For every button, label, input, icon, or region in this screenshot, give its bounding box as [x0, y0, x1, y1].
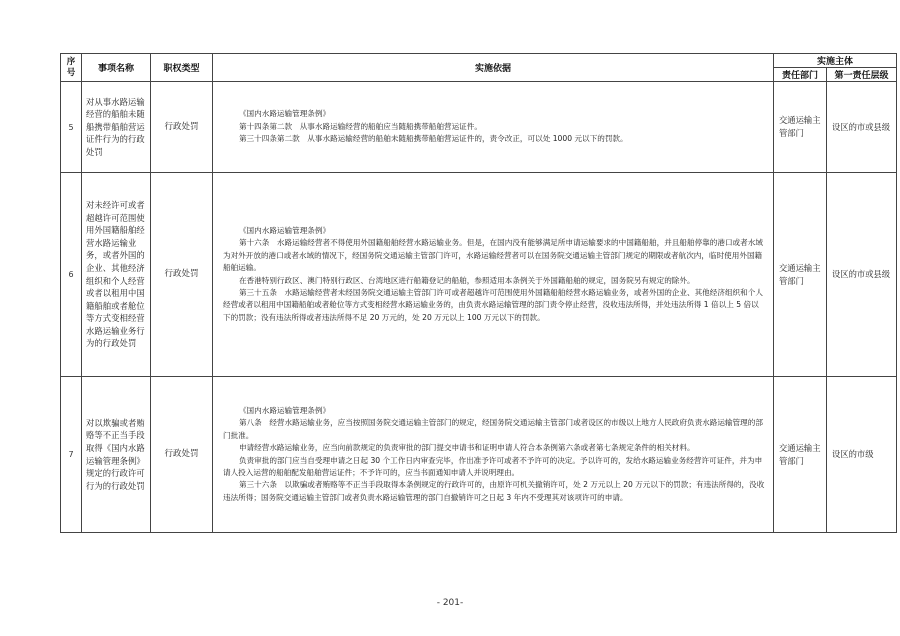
table-row [61, 82, 897, 173]
row-power-type: 行政处罚 [151, 82, 213, 173]
basis-paragraph: 第三十五条 水路运输经营者未经国务院交通运输主管部门许可或者超越许可范围使用外国籍船舶经营水路运输业务，或者外国的企业、其他经济组织和个人经营或者以租用中国籍船舶或者舱位等方式变相经营水路运输业务的，由负责水路运输管理的部门责令停止经营，没收违法所得，并处违法所得 1 倍以上 5 倍以下的罚款；没有违法所得或者违法所得不足 20 万元的，处 20 万元以上 100 万元以下的罚款。 [223, 287, 763, 322]
basis-title: 《国内水路运输管理条例》 [238, 109, 331, 119]
basis-paragraph: 负责审批的部门应当自受理申请之日起 30 个工作日内审查完毕，作出准予许可或者不予许可的决定。予以许可的，发给水路运输业务经营许可证件，并为申请人投入运营的船舶配发船舶营运证件；不予许可的，应当书面通知申请人并说明理由。 [223, 455, 763, 477]
header-basis: 实施依据 [213, 54, 774, 82]
row-basis [213, 173, 774, 377]
header-first-level: 第一责任层级 [827, 68, 897, 82]
row-seq: 5 [61, 82, 82, 173]
header-row-1 [61, 54, 897, 68]
row-responsible-dept: 交通运输主管部门 [774, 377, 827, 533]
header-subject: 实施主体 [774, 54, 897, 68]
header-responsible-dept: 责任部门 [774, 68, 827, 82]
row-first-level: 设区的市或县级 [827, 173, 897, 377]
row-first-level: 设区的市级 [827, 377, 897, 533]
row-responsible-dept: 交通运输主管部门 [774, 82, 827, 173]
row-power-type: 行政处罚 [151, 173, 213, 377]
row-item-name: 对未经许可或者超越许可范围使用外国籍船舶经营水路运输业务，或者外国的企业、其他经济组织和个人经营或者以租用中国籍船舶或者舱位等方式变相经营水路运输业务行为的行政处罚 [82, 173, 151, 377]
row-seq: 7 [61, 377, 82, 533]
row-first-level: 设区的市或县级 [827, 82, 897, 173]
header-item-name: 事项名称 [82, 54, 151, 82]
row-power-type: 行政处罚 [151, 377, 213, 533]
row-item-name: 对从事水路运输经营的船舶未随船携带船舶营运证件行为的行政处罚 [82, 82, 151, 173]
row-basis [213, 82, 774, 173]
table-row [61, 173, 897, 377]
page-number: - 201- [436, 598, 464, 608]
row-item-name: 对以欺骗或者贿赂等不正当手段取得《国内水路运输管理条例》规定的行政许可行为的行政处罚 [82, 377, 151, 533]
basis-paragraph: 申请经营水路运输业务，应当向前款规定的负责审批的部门提交申请书和证明申请人符合本条例第六条或者第七条规定条件的相关材料。 [238, 443, 695, 453]
row-responsible-dept: 交通运输主管部门 [774, 173, 827, 377]
header-seq: 序号 [61, 54, 82, 82]
basis-paragraph: 第三十六条 以欺骗或者贿赂等不正当手段取得本条例规定的行政许可的，由原许可机关撤销许可，处 2 万元以上 20 万元以下的罚款；有违法所得的，没收违法所得；国务院交通运输主管部门或者负责水路运输管理的部门自撤销许可之日起 3 年内不受理其对该项许可的申请。 [223, 480, 765, 502]
row-basis [213, 377, 774, 533]
header-power-type: 职权类型 [151, 54, 213, 82]
basis-paragraph: 第十六条 水路运输经营者不得使用外国籍船舶经营水路运输业务。但是，在国内没有能够满足所申请运输要求的中国籍船舶，并且船舶停靠的港口或者水域为对外开放的港口或者水域的情况下，经国务院交通运输主管部门许可，水路运输经营者可以在国务院交通运输主管部门规定的期限或者航次内，临时使用外国籍船舶运输。 [223, 238, 763, 273]
power-list-table [60, 53, 897, 533]
basis-title: 《国内水路运输管理条例》 [238, 225, 331, 235]
row-seq: 6 [61, 173, 82, 377]
basis-paragraph: 在香港特别行政区、澳门特别行政区、台湾地区进行船籍登记的船舶，参照适用本条例关于外国籍船舶的规定，国务院另有规定的除外。 [238, 275, 695, 285]
basis-paragraph: 第十四条第二款 从事水路运输经营的船舶应当随船携带船舶营运证件。 [238, 121, 482, 131]
table-row [61, 377, 897, 533]
basis-paragraph: 第三十四条第二款 从事水路运输经营的船舶未随船携带船舶营运证件的，责令改正，可以处 1000 元以下的罚款。 [238, 134, 628, 144]
basis-paragraph: 第八条 经营水路运输业务，应当按照国务院交通运输主管部门的规定，经国务院交通运输主管部门或者设区的市级以上地方人民政府负责水路运输管理的部门批准。 [223, 418, 763, 440]
basis-title: 《国内水路运输管理条例》 [238, 405, 331, 415]
